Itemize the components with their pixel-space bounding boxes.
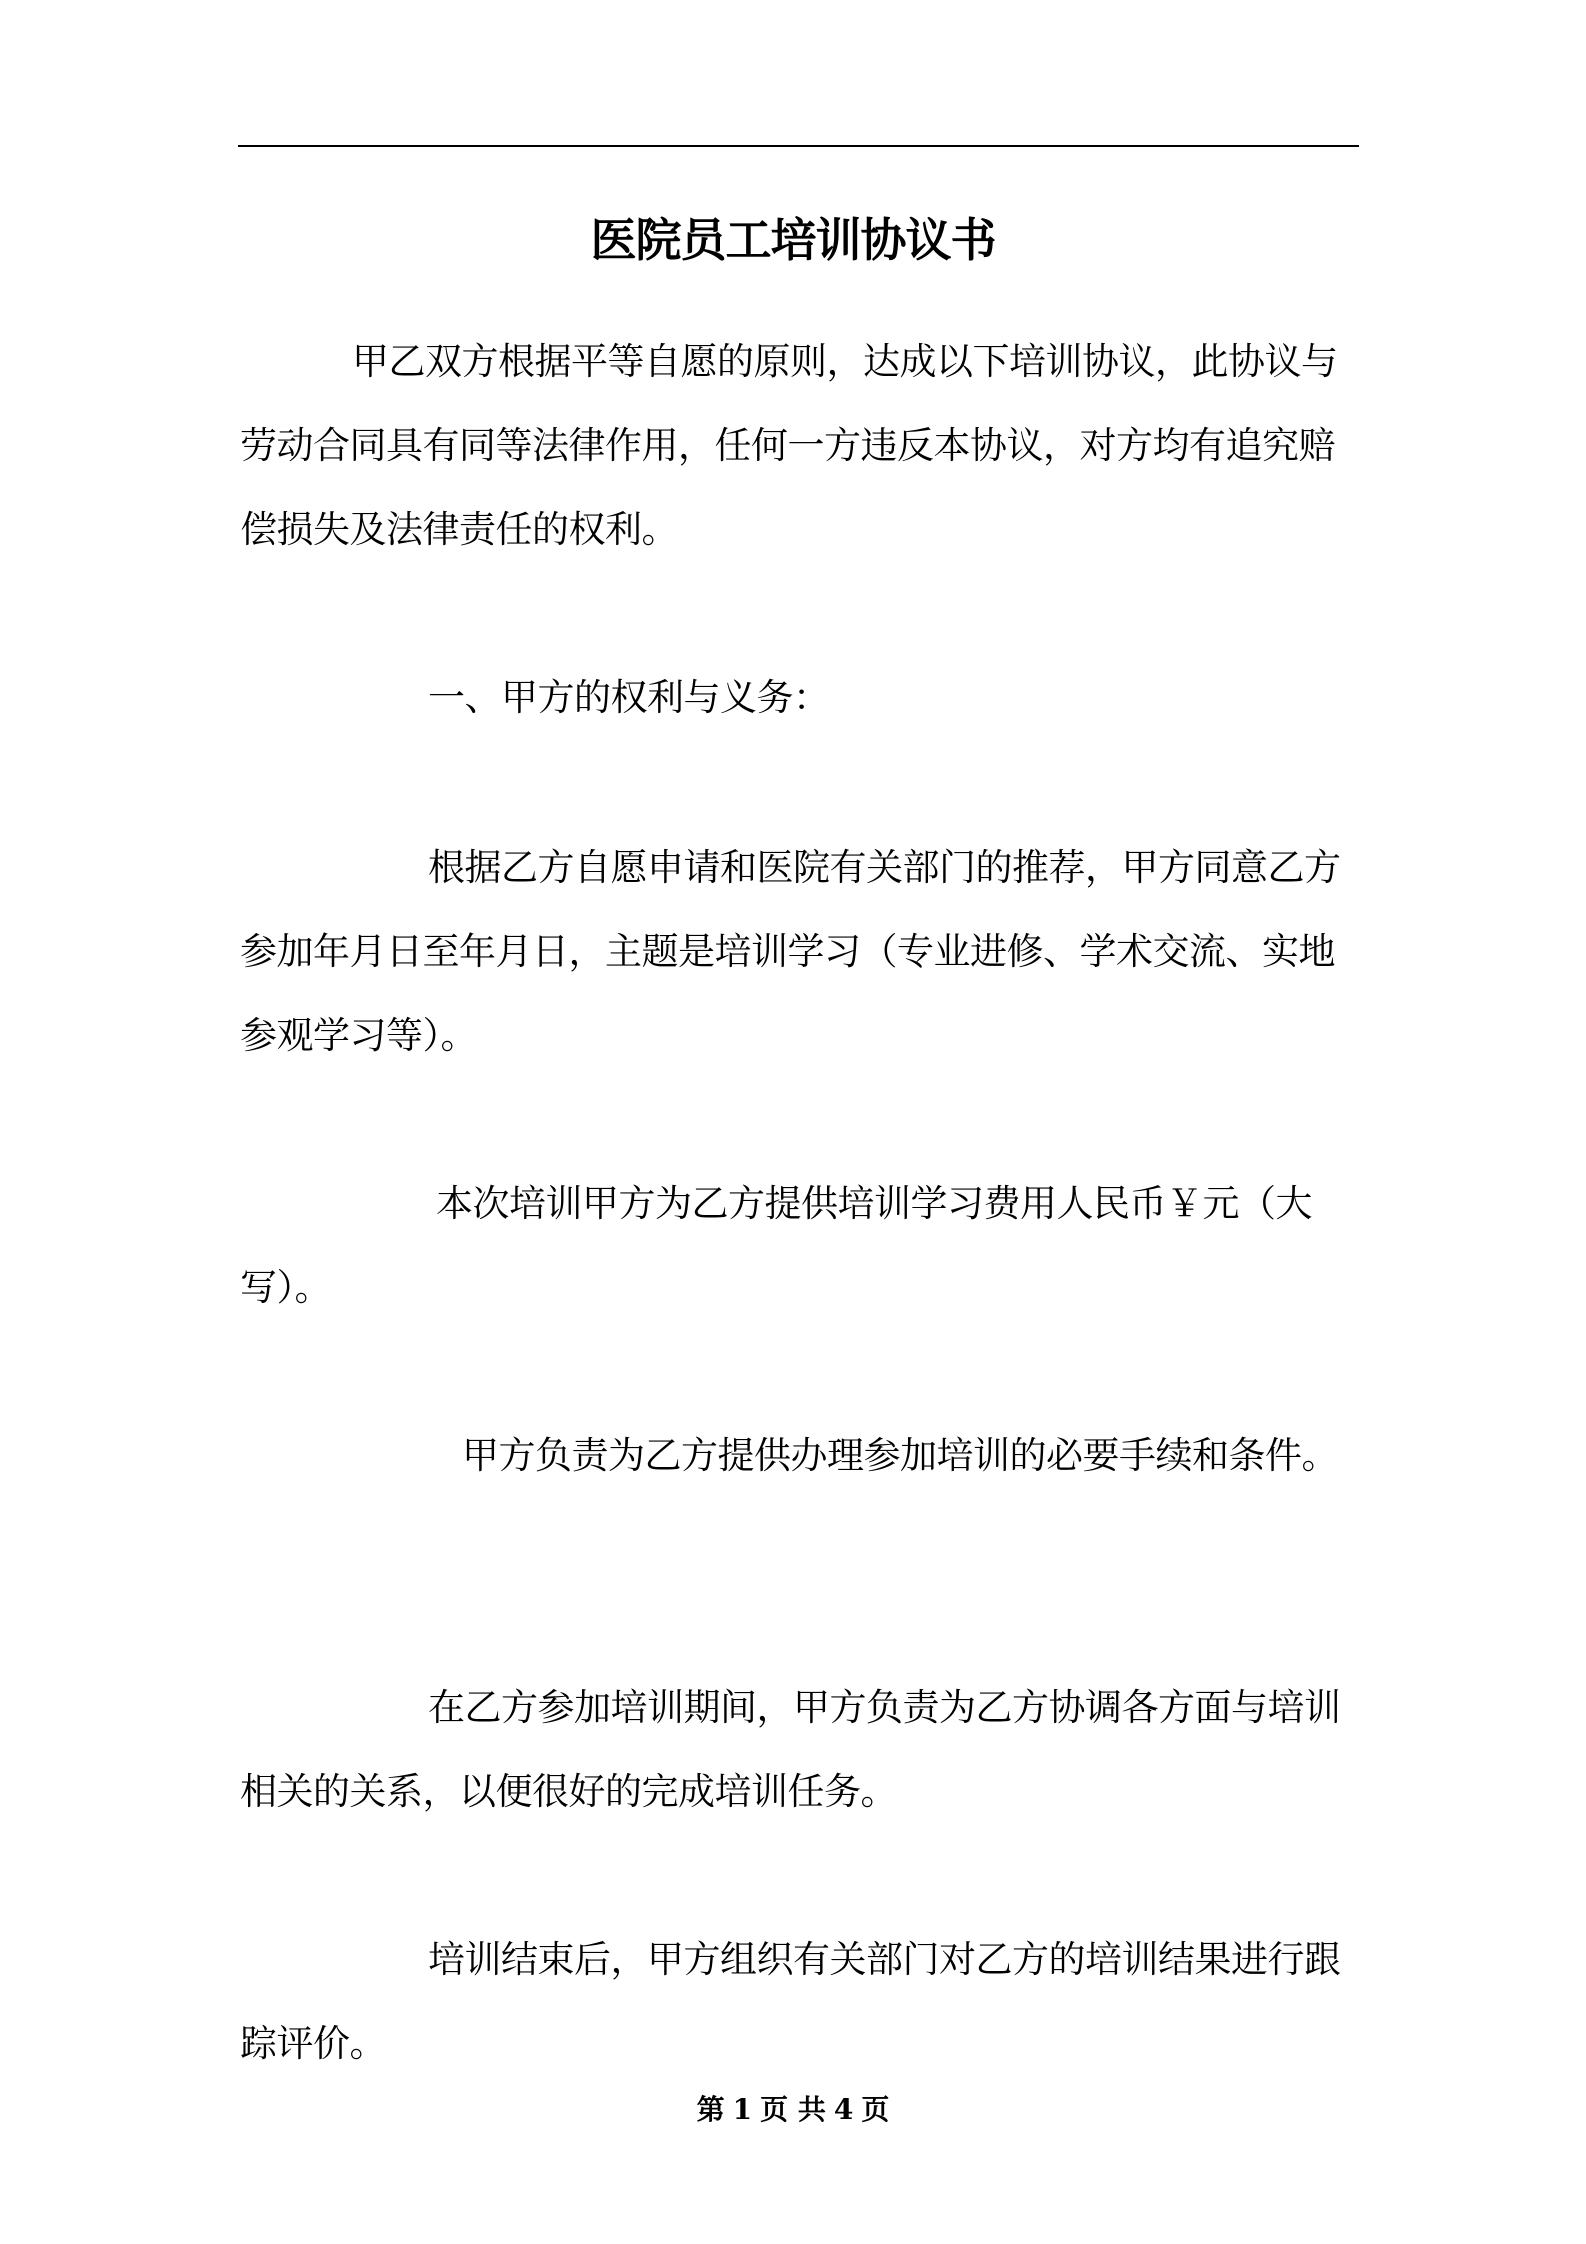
paragraph-intro: 甲乙双方根据平等自愿的原则，达成以下培训协议，此协议与劳动合同具有同等法律作用，任何一方违反本协议，对方均有追究赔偿损失及法律责任的权利。 <box>240 340 1338 551</box>
paragraph-training-arrangement: 根据乙方自愿申请和医院有关部门的推荐，甲方同意乙方参加年月日至年月日，主题是培训学习（专业进修、学术交流、实地参观学习等）。 <box>240 846 1341 1057</box>
page-footer <box>0 2090 1586 2130</box>
footer-middle: 页 共 <box>760 2093 826 2126</box>
document-title: 医院员工培训协议书 <box>590 213 996 267</box>
paragraph-evaluation: 培训结束后，甲方组织有关部门对乙方的培训结果进行跟踪评价。 <box>240 1938 1341 2065</box>
footer-suffix: 页 <box>861 2093 890 2126</box>
footer-total-pages: 4 <box>833 2093 854 2126</box>
section-heading-party-a: 一、甲方的权利与义务： <box>428 676 830 719</box>
paragraph-procedures: 甲方负责为乙方提供办理参加培训的必要手续和条件。 <box>462 1434 1338 1477</box>
paragraph-training-fee: 本次培训甲方为乙方提供培训学习费用人民币￥元（大写）。 <box>240 1182 1312 1309</box>
paragraph-coordination: 在乙方参加培训期间，甲方负责为乙方协调各方面与培训相关的关系，以便很好的完成培训任务。 <box>240 1686 1341 1813</box>
footer-current-page: 1 <box>732 2093 753 2126</box>
footer-prefix: 第 <box>696 2093 725 2126</box>
header-rule <box>238 145 1359 147</box>
